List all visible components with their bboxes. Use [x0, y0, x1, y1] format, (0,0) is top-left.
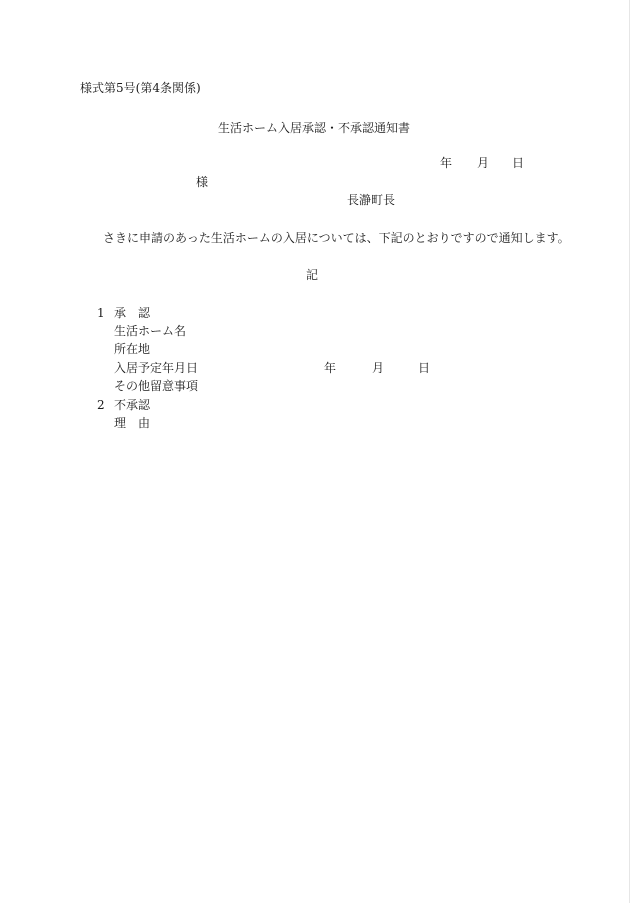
approval-number: 1 — [97, 306, 105, 320]
form-number: 様式第5号(第4条関係) — [80, 81, 201, 95]
home-name-label: 生活ホーム名 — [114, 324, 187, 338]
move-in-date-label: 入居予定年月日 — [114, 361, 199, 375]
document-title: 生活ホーム入居承認・不承認通知書 — [218, 121, 411, 135]
move-in-day: 日 — [418, 361, 431, 375]
body-text: さきに申請のあった生活ホームの入居については、下記のとおりですので通知します。 — [103, 231, 570, 245]
location-label: 所在地 — [114, 342, 151, 356]
disapproval-label: 不承認 — [114, 398, 151, 412]
reason-label: 理 由 — [114, 416, 151, 430]
issuer: 長瀞町長 — [347, 193, 396, 207]
notes-label: その他留意事項 — [114, 379, 199, 393]
header-date-day: 日 — [512, 156, 525, 170]
addressee-suffix: 様 — [196, 175, 209, 189]
move-in-month: 月 — [372, 361, 385, 375]
disapproval-number: 2 — [97, 398, 105, 412]
header-date-year: 年 — [440, 156, 453, 170]
move-in-year: 年 — [324, 361, 337, 375]
ki-heading: 記 — [306, 268, 319, 282]
approval-label: 承 認 — [114, 306, 151, 320]
header-date-month: 月 — [477, 156, 490, 170]
